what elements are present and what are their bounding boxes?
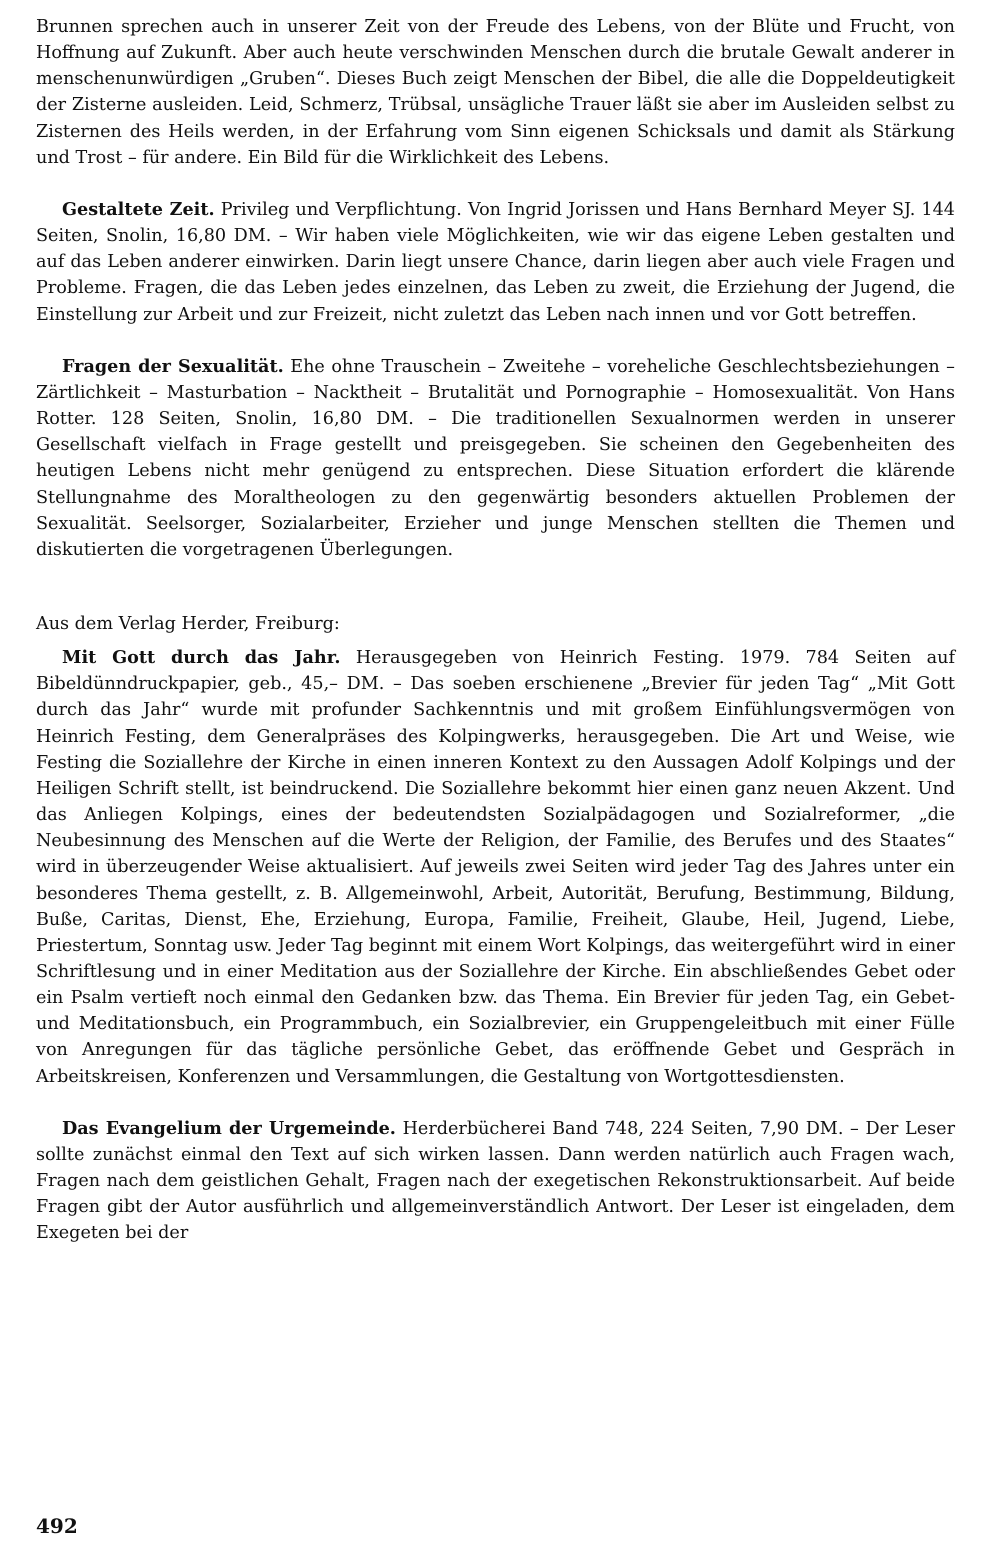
review-evangelium-der-urgemeinde [36,1116,955,1247]
review-mit-gott-durch-das-jahr [36,645,955,1090]
publisher-heading: Aus dem Verlag Herder, Freiburg: [36,613,340,634]
review-text: Herausgegeben von Heinrich Festing. 1979. 784 Seiten auf Bibeldünndruckpapier, geb., 45,– DM. – Das soeben erschienene „Brevier für jeden Tag“ „Mit Gott durch das Jahr“ wurde mit profunder Sachkenntnis und mit großem Einfühlungsvermögen von Heinrich Festing, dem Generalpräses des Kolpingwerks, herausgegeben. Die Art und Weise, wie Festing die Soziallehre der Kirche in einen inneren Kontext zu den Aussagen Adolf Kolpings und der Heiligen Schrift stellt, ist beindruckend. Die Soziallehre bekommt hier einen ganz neuen Akzent. Und das Anliegen Kolpings, eines der bedeutendsten Sozialpädagogen und Sozialreformer, „die Neubesinnung des Menschen auf die Werte der Religion, der Familie, des Berufes und des Staates“ wird in überzeugender Weise aktualisiert. Auf jeweils zwei Seiten wird jeder Tag des Jahres unter ein besonderes Thema gestellt, z. B. Allgemeinwohl, Arbeit, Autorität, Berufung, Bestimmung, Bildung, Buße, Caritas, Dienst, Ehe, Erziehung, Europa, Familie, Freiheit, Glaube, Heil, Jugend, Liebe, Priestertum, Sonntag usw. Jeder Tag beginnt mit einem Wort Kolpings, das weitergeführt wird in einer Schriftlesung und in einer Meditation aus der Soziallehre der Kirche. Ein abschließendes Gebet oder ein Psalm vertieft noch einmal den Gedanken bzw. das Thema. Ein Brevier für jeden Tag, ein Gebet- und Meditationsbuch, ein Programmbuch, ein Sozialbrevier, ein Gruppengeleitbuch mit einer Fülle von Anregungen für das tägliche persönliche Gebet, das eröffnende Gebet und Gespräch in Arbeitskreisen, Konferenzen und Versammlungen, die Gestaltung von Wortgottesdiensten. [36,648,955,1087]
review-text: Herderbücherei Band 748, 224 Seiten, 7,90 DM. – Der Leser sollte zunächst einmal den Text auf sich wirken lassen. Dann werden natürlich auch Fragen wach, Fragen nach dem geistlichen Gehalt, Fragen nach der exegetischen Rekonstruktionsarbeit. Auf beide Fragen gibt der Autor ausführlich und allgemeinverständlich Antwort. Der Leser ist eingeladen, dem Exegeten bei der [36,1118,955,1244]
book-title: Gestaltete Zeit. [62,198,215,220]
book-title: Das Evangelium der Urgemeinde. [62,1117,396,1139]
review-fragen-der-sexualitaet [36,354,955,563]
review-text: Privileg und Verpflichtung. Von Ingrid Jorissen und Hans Bernhard Meyer SJ. 144 Seiten, Snolin, 16,80 DM. – Wir haben viele Möglichkeiten, wie wir das eigene Leben gestalten und auf das Leben anderer einwirken. Darin liegt unsere Chance, darin liegen aber auch viele Fragen und Probleme. Fragen, die das Leben jedes einzelnen, das Leben zu zweit, die Erziehung der Jugend, die Einstellung zur Arbeit und zur Freizeit, nicht zuletzt das Leben nach innen und vor Gott betreffen. [36,199,955,325]
book-title: Fragen der Sexualität. [62,355,284,377]
review-text: Ehe ohne Trauschein – Zweitehe – voreheliche Geschlechtsbeziehungen – Zärtlichkeit – Masturbation – Nacktheit – Brutalität und Pornographie – Homosexualität. Von Hans Rotter. 128 Seiten, Snolin, 16,80 DM. – Die traditionellen Sexualnormen werden in unserer Gesellschaft vielfach in Frage gestellt und preisgegeben. Sie scheinen den Gegebenheiten des heutigen Lebens nicht mehr genügend zu entsprechen. Diese Situation erfordert die klärende Stellungnahme des Moraltheologen zu den gegenwärtig besonders aktuellen Problemen der Sexualität. Seelsorger, Sozialarbeiter, Erzieher und junge Menschen stellten die Themen und diskutierten die vorgetragenen Überlegungen. [36,356,955,560]
book-title: Mit Gott durch das Jahr. [62,647,341,669]
intro-paragraph: Brunnen sprechen auch in unserer Zeit von der Freude des Lebens, von der Blüte und Frucht, von Hoffnung auf Zukunft. Aber auch heute verschwinden Menschen durch die brutale Gewalt anderer in menschenunwürdigen „Gruben“. Dieses Buch zeigt Menschen der Bibel, die alle die Doppeldeutigkeit der Zisterne ausleiden. Leid, Schmerz, Trübsal, unsägliche Trauer läßt sie aber im Ausleiden selbst zu Zisternen des Heils werden, in der Erfahrung vom Sinn eigenen Schicksals und damit als Stärkung und Trost – für andere. Ein Bild für die Wirklichkeit des Lebens. [36,17,955,168]
page-number: 492 [36,1514,78,1538]
review-gestaltete-zeit [36,197,955,328]
